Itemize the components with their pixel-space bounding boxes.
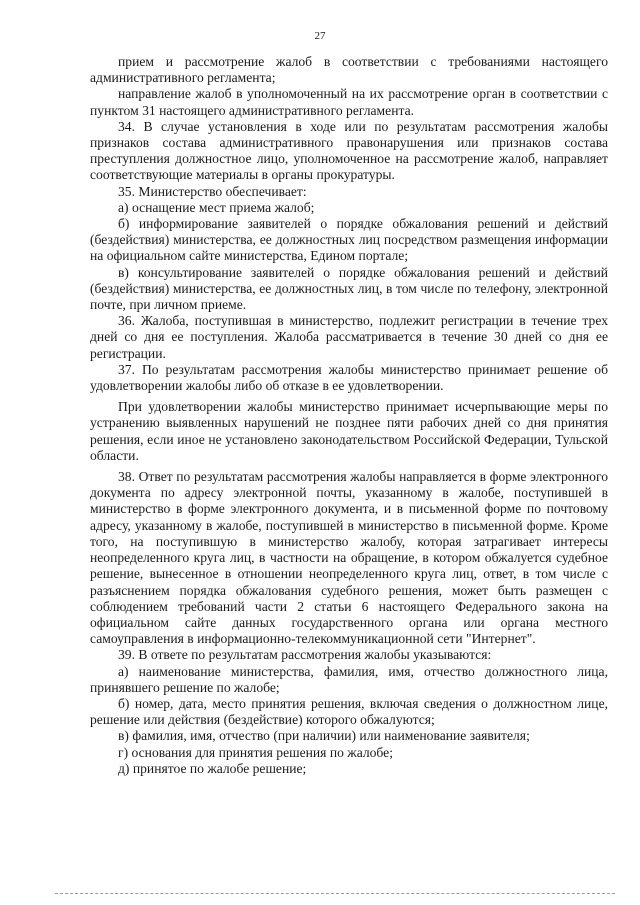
paragraph-5: а) оснащение мест приема жалоб; (118, 199, 315, 215)
paragraph-9: 37. По результатам рассмотрения жалобы министерство принимает решение об удовлетворении жалобы либо об отказе в ее удовлетворении. (90, 361, 608, 394)
page-number: 27 (314, 30, 326, 42)
paragraph-15: в) фамилия, имя, отчество (при наличии) или наименование заявителя; (118, 728, 530, 744)
paragraph-16: г) основания для принятия решения по жалобе; (118, 744, 393, 760)
paragraph-2: направление жалоб в уполномоченный на их рассмотрение орган в соответствии с пунктом 31 настоящего административного регламента. (90, 86, 608, 118)
paragraph-17: д) принятое по жалобе решение; (118, 760, 307, 776)
document-body (90, 54, 608, 777)
paragraph-6: б) информирование заявителей о порядке обжалования решений и действий (бездействия) министерства, ее должностных лиц посредством размещения информации на официальном сайте министерства, Едином портале; (90, 216, 608, 264)
paragraph-11: 38. Ответ по результатам рассмотрения жалобы направляется в форме электронного документа по адресу электронной почты, указанному в жалобе, поступившей в министерство в форме электронного документа, и в письменной форме по почтовому адресу, указанному в жалобе, поступившей в министерство в письменной форме. Кроме того, на поступившую в министерство жалобу, которая затрагивает интересы неопределенного круга лиц, в частности на обращение, в котором обжалуется судебное решение, вынесенное в отношении неопределенного круга лиц, ответ, в том числе с разъяснением порядка обжалования судебного решения, может быть размещен с соблюдением требований части 2 статьи 6 настоящего Федерального закона на официальном сайте данных государственного органа или органа местного самоуправления в информационно-телекоммуникационной сети "Интернет". (90, 469, 608, 647)
paragraph-3: 34. В случае установления в ходе или по результатам рассмотрения жалобы признаков состава административного правонарушения или признаков состава преступления должностное лицо, уполномоченное на рассмотрение жалоб, направляет соответствующие материалы в органы прокуратуры. (90, 118, 608, 183)
paragraph-10: При удовлетворении жалобы министерство принимает исчерпывающие меры по устранению выявленных нарушений не позднее пяти рабочих дней со дня принятия решения, если иное не установлено законодательством Российской Федерации, Тульской области. (90, 399, 608, 463)
paragraph-7: в) консультирование заявителей о порядке обжалования решений и действий (бездействия) министерства, ее должностных лиц, в том числе по телефону, электронной почте, при личном приеме. (90, 264, 608, 313)
paragraph-12: 39. В ответе по результатам рассмотрения жалобы указываются: (118, 647, 492, 663)
page-bottom-rule (55, 893, 615, 894)
paragraph-1: прием и рассмотрение жалоб в соответствии с требованиями настоящего административного регламента; (90, 54, 608, 86)
paragraph-14: б) номер, дата, место принятия решения, включая сведения о должностном лице, решение или действия (бездействие) которого обжалуются; (90, 695, 608, 728)
paragraph-4: 35. Министерство обеспечивает: (118, 183, 307, 199)
paragraph-13: а) наименование министерства, фамилия, имя, отчество должностного лица, принявшего решение по жалобе; (90, 663, 608, 695)
paragraph-8: 36. Жалоба, поступившая в министерство, подлежит регистрации в течение трех дней со дня ее поступления. Жалоба рассматривается в течение 30 дней со дня ее регистрации. (90, 313, 608, 361)
